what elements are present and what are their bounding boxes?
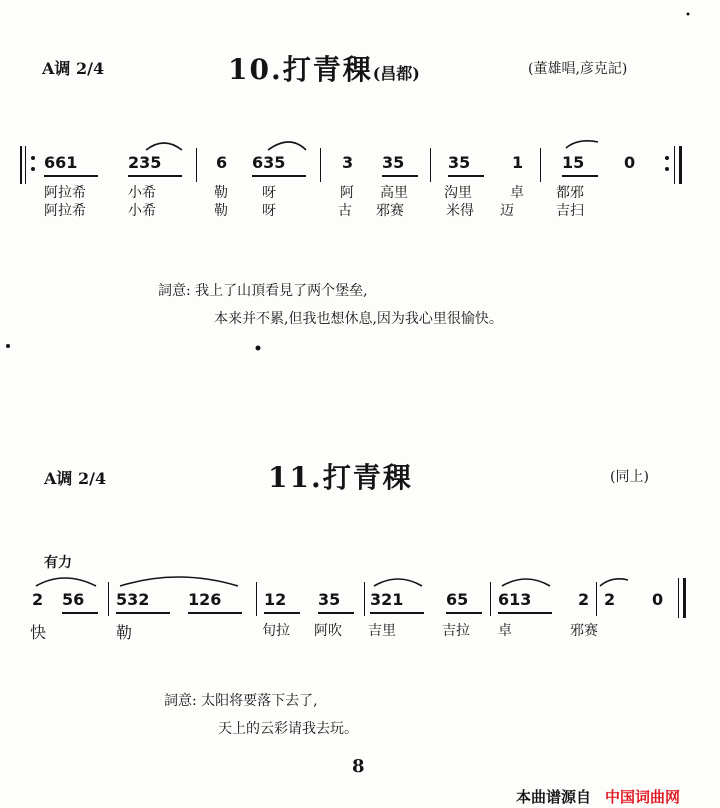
lyric-syllable: 吉里 [368,623,396,639]
lyric-syllable: 邪赛 [376,203,404,219]
footer-site-link[interactable]: 中国词曲网 [605,788,681,806]
note-group: 6 [216,153,228,172]
lyric-syllable: 卓 [498,623,512,639]
lyric-syllable: 勒 [116,623,133,642]
note-group: 1 [512,153,524,172]
slur-arc [120,577,238,586]
note-group: 2 [578,590,590,609]
print-speck [6,344,10,348]
note-group: 126 [188,590,222,609]
slur-arc [374,579,422,586]
lyric-syllable: 勒 [214,185,228,201]
meaning-text: 太阳将要落下去了, [201,693,318,709]
lyric-syllable: 小希 [128,185,156,201]
song2-tempo-marking: 有力 [44,555,72,571]
rest-note: 0 [624,153,636,172]
song1-title-text: 10.打青稞 [228,53,373,86]
note-group: 613 [498,590,532,609]
note-group: 35 [448,153,471,172]
song1-key-signature: A调 2/4 [42,59,105,78]
rest-note: 0 [652,590,664,609]
lyric-syllable: 沟里 [444,185,472,201]
note-group: 35 [382,153,405,172]
note-group: 3 [342,153,354,172]
slur-arc [600,579,628,586]
meaning-label: 詞意: [158,283,191,299]
note-group: 15 [562,153,585,172]
lyric-syllable: 吉扫 [556,203,584,219]
note-group: 635 [252,153,286,172]
note-group: 532 [116,590,150,609]
lyric-syllable: 旬拉 [262,623,290,639]
note-group: 235 [128,153,162,172]
source-footer [516,786,680,807]
print-speck [256,346,261,351]
lyric-syllable: 都邪 [556,185,584,201]
slur-arc [502,579,550,586]
lyric-syllable: 快 [30,623,47,642]
lyric-syllable: 古 [338,203,352,219]
slur-arc [268,142,306,150]
note-group: 321 [370,590,404,609]
song2-credit: (同上) [610,469,649,485]
song2-meaning-line2: 天上的云彩请我去玩。 [218,721,358,737]
print-speck [687,13,690,16]
note-group: 12 [264,590,287,609]
song1-credit: (董雄唱,彦克記) [528,61,628,77]
note-group: 56 [62,590,85,609]
lyric-syllable: 小希 [128,203,156,219]
lyric-syllable: 吉拉 [442,623,470,639]
lyric-syllable: 阿 [340,185,354,201]
lyric-syllable: 呀 [262,203,276,219]
song2-title: 11.打青稞 [268,461,413,494]
song1-meaning-line2: 本来并不累,但我也想休息,因为我心里很愉快。 [214,311,503,327]
lyric-syllable: 阿拉希 [44,203,86,219]
note-group: 65 [446,590,469,609]
meaning-text: 我上了山頂看見了两个堡垒, [195,283,368,299]
lyric-syllable: 呀 [262,185,276,201]
lyric-syllable: 高里 [380,185,408,201]
note-group: 2 [604,590,616,609]
song2-key-signature: A调 2/4 [44,469,107,488]
song1-title-region: (昌都) [372,64,420,83]
lyric-syllable: 阿吹 [314,623,342,639]
lyric-syllable: 迈 [500,203,514,219]
lyric-syllable: 卓 [510,185,524,201]
note-group: 2 [32,590,44,609]
slur-arc [36,578,96,586]
note-group: 35 [318,590,341,609]
slur-arc [566,141,598,148]
lyric-syllable: 阿拉希 [44,185,86,201]
slur-arc [146,143,182,150]
lyric-syllable: 米得 [446,203,474,219]
lyric-syllable: 邪赛 [570,623,598,639]
note-group: 661 [44,153,78,172]
lyric-syllable: 勒 [214,203,228,219]
footer-prefix: 本曲谱源自 [516,788,592,806]
meaning-label: 詞意: [164,693,197,709]
page-number: 8 [352,756,365,777]
